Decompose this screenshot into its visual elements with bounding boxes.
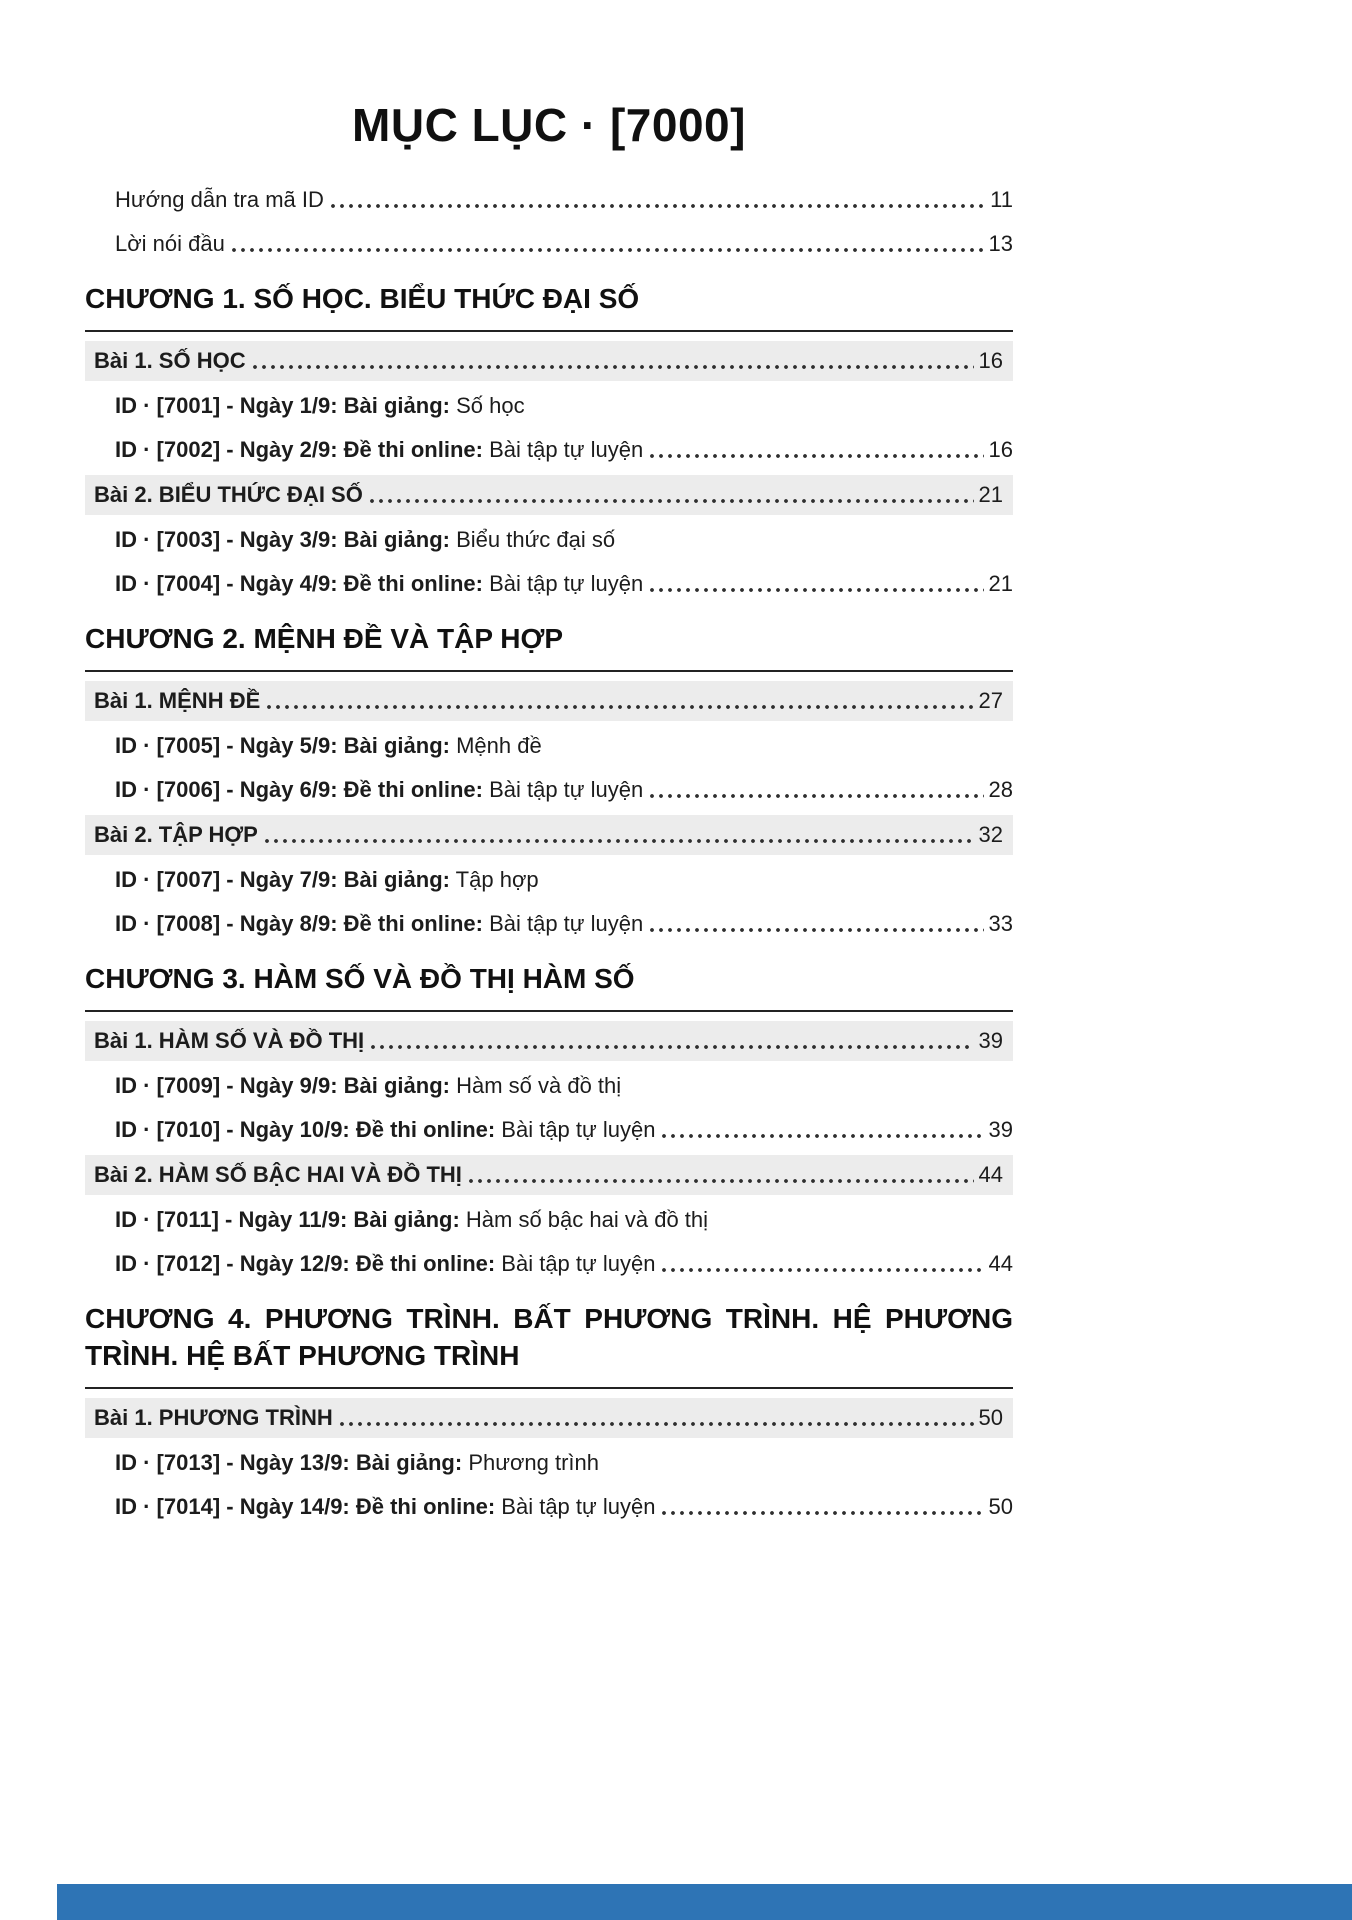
entry-label: Lời nói đầu	[115, 231, 225, 256]
lesson-bar	[85, 815, 1013, 855]
chapter-title: CHƯƠNG 4. PHƯƠNG TRÌNH. BẤT PHƯƠNG TRÌNH. HỆ PHƯƠNG TRÌNH. HỆ BẤT PHƯƠNG TRÌNH	[85, 1300, 1013, 1389]
leader-dots	[331, 204, 985, 208]
lesson-page: 32	[978, 822, 1003, 847]
item-prefix: ID · [7003] - Ngày 3/9: Bài giảng:	[115, 527, 450, 552]
item-text: Hàm số bậc hai và đồ thị	[459, 1207, 709, 1232]
entry-page: 11	[990, 187, 1013, 212]
leader-dots	[265, 839, 974, 843]
leader-dots	[370, 499, 974, 503]
item-page: 50	[988, 1494, 1013, 1519]
toc-item	[85, 562, 1013, 606]
lesson	[85, 1398, 1013, 1529]
lesson-page: 27	[978, 688, 1003, 713]
item-text: Mệnh đề	[449, 733, 542, 758]
item-prefix: ID · [7008] - Ngày 8/9: Đề thi online:	[115, 911, 483, 936]
toc-item	[85, 384, 1013, 428]
item-label	[115, 902, 643, 946]
toc-item	[85, 902, 1013, 946]
item-label	[115, 1242, 655, 1286]
item-label	[115, 1064, 621, 1108]
toc-item	[85, 1441, 1013, 1485]
toc-chapters	[85, 280, 1013, 1529]
page-title: MỤC LỤC · [7000]	[352, 99, 746, 151]
lesson-bar	[85, 1398, 1013, 1438]
toc-item	[85, 1242, 1013, 1286]
chapter	[85, 960, 1013, 1286]
lesson-items	[85, 384, 1013, 472]
item-text: Hàm số và đồ thị	[449, 1073, 622, 1098]
lesson-bar	[85, 1021, 1013, 1061]
lesson-page: 50	[978, 1405, 1003, 1430]
item-text: Bài tập tự luyện	[482, 571, 644, 596]
item-label	[115, 1198, 708, 1242]
leader-dots	[662, 1134, 983, 1138]
toc-item	[85, 428, 1013, 472]
chapter	[85, 280, 1013, 606]
lesson-page: 21	[978, 482, 1003, 507]
chapter-title: CHƯƠNG 2. MỆNH ĐỀ VÀ TẬP HỢP	[85, 620, 1013, 672]
toc-item	[85, 1485, 1013, 1529]
lesson-items	[85, 1064, 1013, 1152]
item-text: Bài tập tự luyện	[482, 777, 644, 802]
item-prefix: ID · [7004] - Ngày 4/9: Đề thi online:	[115, 571, 483, 596]
item-page: 39	[988, 1117, 1013, 1142]
item-prefix: ID · [7012] - Ngày 12/9: Đề thi online:	[115, 1251, 496, 1276]
lesson-bar	[85, 1155, 1013, 1195]
lesson	[85, 341, 1013, 472]
lesson	[85, 681, 1013, 812]
lesson	[85, 815, 1013, 946]
toc-item	[85, 768, 1013, 812]
chapter-title: CHƯƠNG 3. HÀM SỐ VÀ ĐỒ THỊ HÀM SỐ	[85, 960, 1013, 1012]
lesson-title: Bài 1. HÀM SỐ VÀ ĐỒ THỊ	[94, 1028, 365, 1053]
toc-item	[85, 724, 1013, 768]
toc-item	[85, 518, 1013, 562]
leader-dots	[662, 1511, 983, 1515]
item-text: Tập hợp	[449, 867, 539, 892]
item-page: 16	[988, 437, 1013, 462]
lesson-page: 16	[978, 348, 1003, 373]
lesson-title: Bài 2. HÀM SỐ BẬC HAI VÀ ĐỒ THỊ	[94, 1162, 462, 1187]
item-page: 44	[988, 1251, 1013, 1276]
lesson-bar	[85, 475, 1013, 515]
item-text: Bài tập tự luyện	[482, 911, 644, 936]
lesson-items	[85, 1441, 1013, 1529]
item-page: 21	[988, 571, 1013, 596]
leader-dots	[469, 1179, 974, 1183]
leader-dots	[650, 588, 983, 592]
toc-item	[85, 858, 1013, 902]
item-label	[115, 1108, 655, 1152]
item-label	[115, 428, 643, 472]
toc-item	[85, 1108, 1013, 1152]
leader-dots	[232, 248, 984, 252]
item-prefix: ID · [7007] - Ngày 7/9: Bài giảng:	[115, 867, 450, 892]
leader-dots	[371, 1045, 973, 1049]
item-page: 28	[988, 777, 1013, 802]
front-matter	[85, 178, 1013, 266]
item-text: Bài tập tự luyện	[482, 437, 644, 462]
item-label	[115, 858, 539, 902]
chapter	[85, 1300, 1013, 1529]
item-text: Số học	[449, 393, 525, 418]
item-label	[115, 1485, 655, 1529]
item-text: Phương trình	[462, 1450, 599, 1475]
entry-label: Hướng dẫn tra mã ID	[115, 187, 324, 212]
lesson-page: 39	[978, 1028, 1003, 1053]
item-prefix: ID · [7005] - Ngày 5/9: Bài giảng:	[115, 733, 450, 758]
item-page: 33	[988, 911, 1013, 936]
lesson-items	[85, 724, 1013, 812]
item-text: Biểu thức đại số	[449, 527, 616, 552]
item-label	[115, 562, 643, 606]
item-text: Bài tập tự luyện	[495, 1251, 656, 1276]
leader-dots	[253, 365, 974, 369]
entry-page: 13	[988, 231, 1013, 256]
lesson-title: Bài 1. MỆNH ĐỀ	[94, 688, 261, 713]
item-prefix: ID · [7006] - Ngày 6/9: Đề thi online:	[115, 777, 483, 802]
toc-page	[85, 98, 1013, 1529]
lesson-items	[85, 518, 1013, 606]
item-prefix: ID · [7009] - Ngày 9/9: Bài giảng:	[115, 1073, 450, 1098]
item-prefix: ID · [7010] - Ngày 10/9: Đề thi online:	[115, 1117, 496, 1142]
item-prefix: ID · [7014] - Ngày 14/9: Đề thi online:	[115, 1494, 496, 1519]
item-text: Bài tập tự luyện	[495, 1117, 656, 1142]
item-prefix: ID · [7002] - Ngày 2/9: Đề thi online:	[115, 437, 483, 462]
lesson-title: Bài 2. TẬP HỢP	[94, 822, 258, 847]
chapter-lessons	[85, 1398, 1013, 1529]
bottom-accent-bar	[57, 1884, 1352, 1920]
toc-item	[85, 1064, 1013, 1108]
chapter-lessons	[85, 1021, 1013, 1286]
lesson	[85, 1021, 1013, 1152]
item-label	[115, 724, 542, 768]
leader-dots	[650, 454, 983, 458]
leader-dots	[662, 1268, 983, 1272]
lesson	[85, 475, 1013, 606]
lesson-title: Bài 2. BIỂU THỨC ĐẠI SỐ	[94, 482, 363, 507]
item-label	[115, 518, 615, 562]
lesson-bar	[85, 341, 1013, 381]
chapter-lessons	[85, 681, 1013, 946]
leader-dots	[650, 794, 983, 798]
lesson	[85, 1155, 1013, 1286]
item-prefix: ID · [7001] - Ngày 1/9: Bài giảng:	[115, 393, 450, 418]
lesson-bar	[85, 681, 1013, 721]
lesson-items	[85, 858, 1013, 946]
chapter-title: CHƯƠNG 1. SỐ HỌC. BIỂU THỨC ĐẠI SỐ	[85, 280, 1013, 332]
lesson-title: Bài 1. SỐ HỌC	[94, 348, 246, 373]
item-label	[115, 768, 643, 812]
front-matter-entry	[85, 178, 1013, 222]
item-label	[115, 384, 525, 428]
lesson-page: 44	[978, 1162, 1003, 1187]
leader-dots	[650, 928, 983, 932]
item-prefix: ID · [7013] - Ngày 13/9: Bài giảng:	[115, 1450, 463, 1475]
front-matter-entry	[85, 222, 1013, 266]
item-prefix: ID · [7011] - Ngày 11/9: Bài giảng:	[115, 1207, 460, 1232]
toc-item	[85, 1198, 1013, 1242]
chapter	[85, 620, 1013, 946]
chapter-lessons	[85, 341, 1013, 606]
leader-dots	[267, 705, 973, 709]
item-label	[115, 1441, 599, 1485]
lesson-items	[85, 1198, 1013, 1286]
lesson-title: Bài 1. PHƯƠNG TRÌNH	[94, 1405, 333, 1430]
leader-dots	[340, 1422, 974, 1426]
item-text: Bài tập tự luyện	[495, 1494, 656, 1519]
